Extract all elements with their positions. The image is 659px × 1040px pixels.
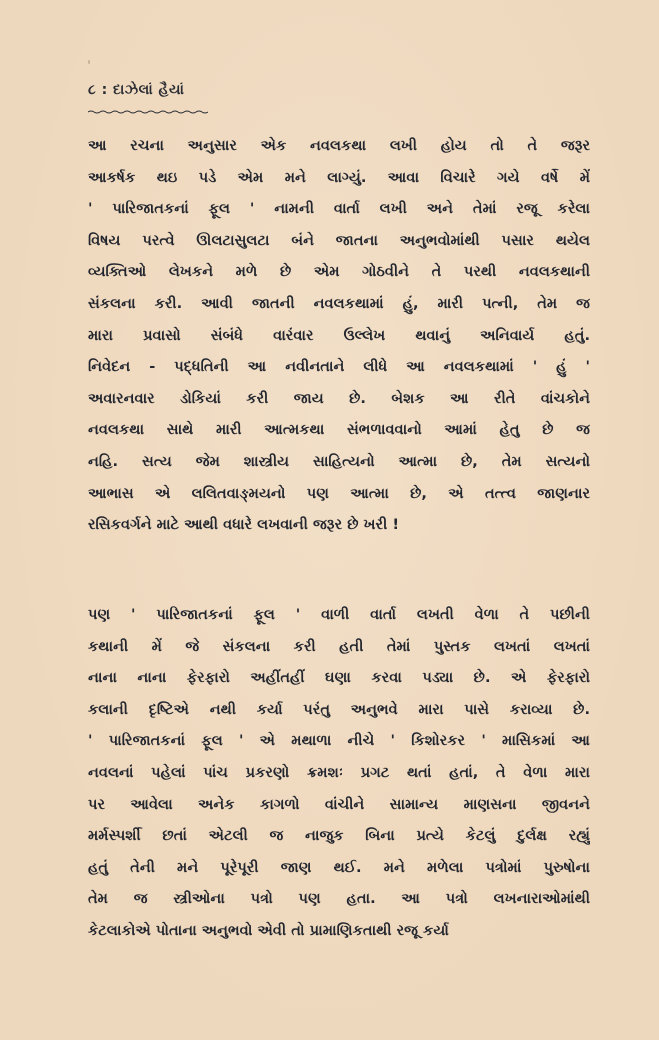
text-line: સંકલના કરી. આવી જાતની નવલકથામાં હું, મારી પત્ની, તેમ જ xyxy=(88,294,590,312)
text-line: કથાની મેં જે સંકલના કરી હતી તેમાં પુસ્તક લખતાં લખતાં xyxy=(88,637,590,655)
text-line: આકર્ષક થઇ પડે એમ મને લાગ્યું. આવા વિચારે ગયે વર્ષે મેં xyxy=(88,168,590,186)
text-line: મારા પ્રવાસો સંબંધે વારંવાર ઉલ્લેખ થવાનું અનિવાર્ય હતું. xyxy=(88,326,590,344)
paragraph-1 xyxy=(88,130,590,541)
text-line: નવલકથા સાથે મારી આત્મકથા સંભળાવવાનો આમાં હેતુ છે જ xyxy=(88,421,590,439)
text-line: રસિકવર્ગને માટે આથી વધારે લખવાની જરૂર છે ખરી ! xyxy=(88,516,400,534)
text-line: કલાની દૃષ્ટિએ નથી કર્યા પરંતુ અનુભવે મારા પાસે કરાવ્યા છે. xyxy=(88,700,590,718)
running-header: ૮ : દાઝેલાં હૈયાં xyxy=(88,82,185,98)
text-line: નહિ. સત્ય જેમ શાસ્ત્રીય સાહિત્યનો આત્મા છે, તેમ સત્યનો xyxy=(88,452,590,470)
paragraph-2 xyxy=(88,599,590,947)
text-line: આ રચના અનુસાર એક નવલકથા લખી હોય તો તે જરૂર xyxy=(88,137,590,154)
text-line: નવલનાં પહેલાં પાંચ પ્રકરણો ક્રમશઃ પ્રગટ થતાં હતાં, તે વેળા મારા xyxy=(88,763,590,781)
text-line: તેમ જ સ્ત્રીઓના પત્રો પણ હતા. આ પત્રો લખનારાઓમાંથી xyxy=(88,890,590,908)
text-line: કેટલાકોએ પોતાના અનુભવો એવી તો પ્રામાણિકતાથી રજૂ કર્યા xyxy=(88,921,449,939)
text-line: ' પારિજાતકનાં ફૂલ ' એ મથાળા નીચે ' કિશોરકર ' માસિકમાં આ xyxy=(88,732,590,750)
text-line: વિષય પરત્વે ઊલટાસુલટા બંને જાતના અનુભવોમાંથી પસાર થયેલ xyxy=(88,231,590,249)
text-line: વ્યક્તિઓ લેખકને મળે છે એમ ગોઠવીને તે પરથી નવલકથાની xyxy=(88,263,590,281)
text-line: અવારનવાર ડોકિયાં કરી જાય છે. બેશક આ રીતે વાંચકોને xyxy=(88,389,590,407)
text-line: નિવેદન - પદ્ધતિની આ નવીનતાને લીધે આ નવલકથામાં ' હું ' xyxy=(88,358,590,376)
paper-speck xyxy=(88,60,90,64)
text-line: પર આવેલા અનેક કાગળો વાંચીને સામાન્ય માણસના જીવનને xyxy=(88,795,590,813)
header-wavy-rule xyxy=(88,110,208,114)
text-line: નાના નાના ફેરફારો અહીંતહીં ઘણા કરવા પડ્યા છે. એ ફેરફારો xyxy=(88,669,590,687)
text-line: પણ ' પારિજાતકનાં ફૂલ ' વાળી વાર્તા લખતી વેળા તે પછીની xyxy=(88,606,590,623)
text-line: મર્મસ્પર્શી છતાં એટલી જ નાજુક બિના પ્રત્યે કેટલું દુર્લક્ષ રહ્યું xyxy=(88,827,590,845)
text-line: હતું તેની મને પૂરેપૂરી જાણ થઈ. મને મળેલા પત્રોમાં પુરુષોના xyxy=(88,858,590,876)
text-line: ' પારિજાતકનાં ફૂલ ' નામની વાર્તા લખી અને તેમાં રજૂ કરેલા xyxy=(88,200,590,218)
text-line: આભાસ એ લલિતવાઙ્મયનો પણ આત્મા છે, એ તત્ત્વ જાણનાર xyxy=(88,484,590,502)
